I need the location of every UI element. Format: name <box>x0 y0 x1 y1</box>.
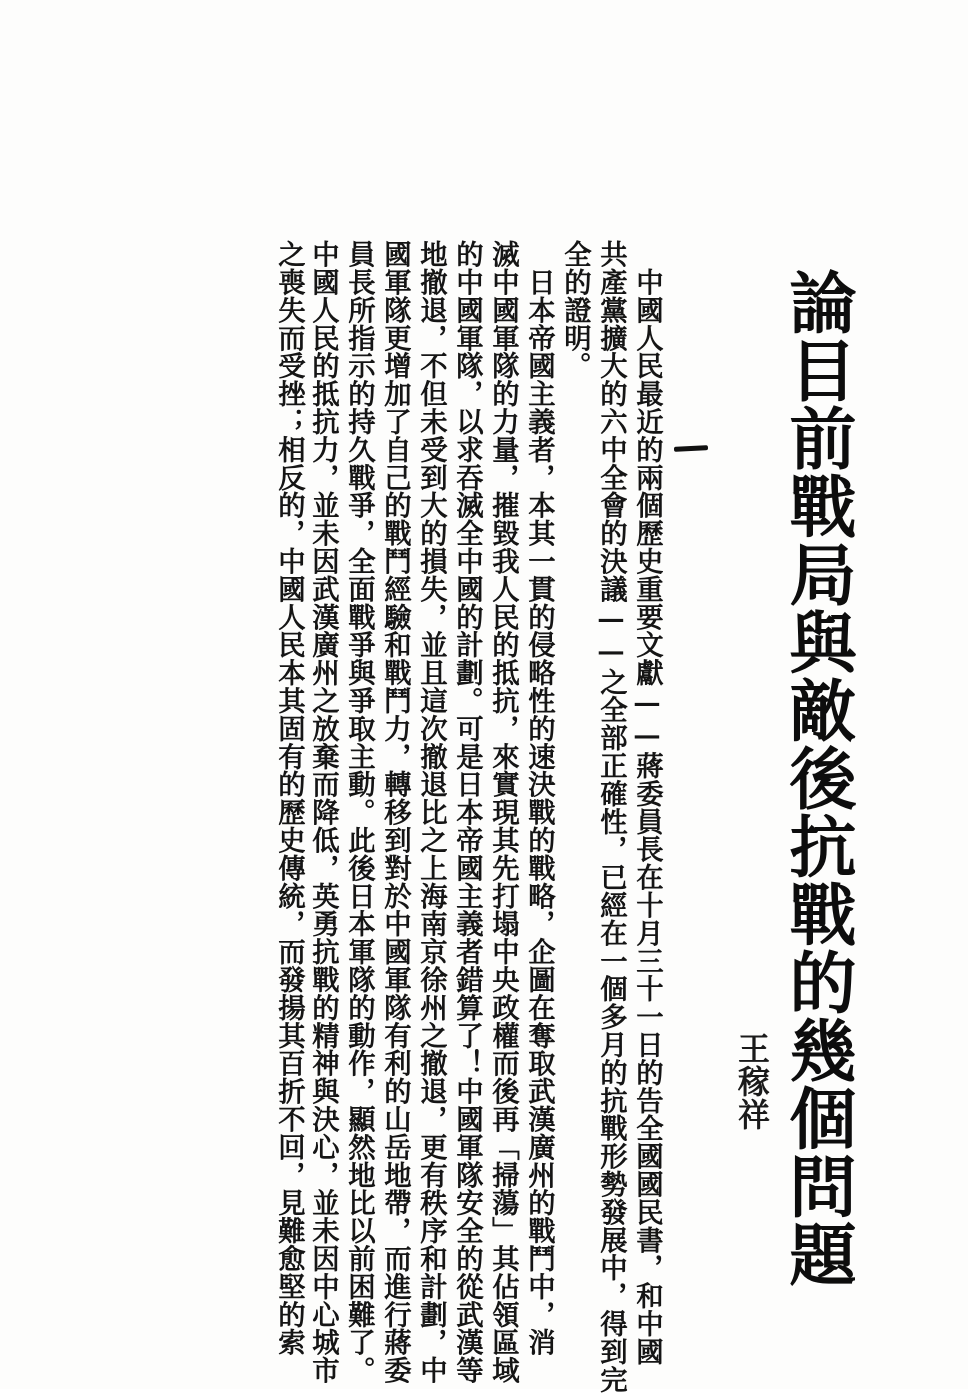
text-column-5: 滅中國軍隊的力量，摧毀我人民的抵抗，來實現其先打塌中央政權而後再「掃蕩」其佔領區域 <box>487 240 519 1384</box>
text-column-11: 之喪失而受挫；相反的，中國人民本其固有的歷史傳統，而發揚其百折不回，見難愈堅的索 <box>273 240 305 1356</box>
text-column-9: 員長所指示的持久戰爭，全面戰爭與爭取主動。此後日本軍隊的動作，顯然地比以前困難了。 <box>343 240 375 1384</box>
text-column-4: 日本帝國主義者，本其一貫的侵略性的速決戰的戰略，企圖在奪取武漢廣州的戰鬥中，消 <box>523 240 555 1356</box>
section-number-mark <box>674 445 708 452</box>
text-column-1: 中國人民最近的兩個歷史重要文獻——蔣委員長在十月三十一日的告全國國民書，和中國 <box>631 240 663 1366</box>
text-column-2: 共產黨擴大的六中全會的決議——之全部正確性，已經在一個多月的抗戰形勢發展中，得到完 <box>595 240 627 1393</box>
article-title: 論目前戰局與敵後抗戰的幾個問題 <box>779 268 858 1288</box>
author-name: 王稼祥 <box>733 1032 771 1131</box>
text-column-7: 地撤退，不但未受到大的損失，並且這次撤退比之上海南京徐州之撤退，更有秩序和計劃，中 <box>415 240 447 1384</box>
text-column-3: 全的證明。 <box>559 240 591 380</box>
text-column-10: 中國人民的抵抗力，並未因武漢廣州之放棄而降低，英勇抗戰的精神與決心，並未因中心城市 <box>307 240 339 1384</box>
text-column-8: 國軍隊更增加了自己的戰鬥經驗和戰鬥力，轉移到對於中國軍隊有利的山岳地帶，而進行蔣委 <box>379 240 411 1384</box>
body-text <box>272 240 663 1393</box>
text-column-6: 的中國軍隊，以求吞滅全中國的計劃。可是日本帝國主義者錯算了！中國軍隊安全的從武漢等 <box>451 240 483 1384</box>
